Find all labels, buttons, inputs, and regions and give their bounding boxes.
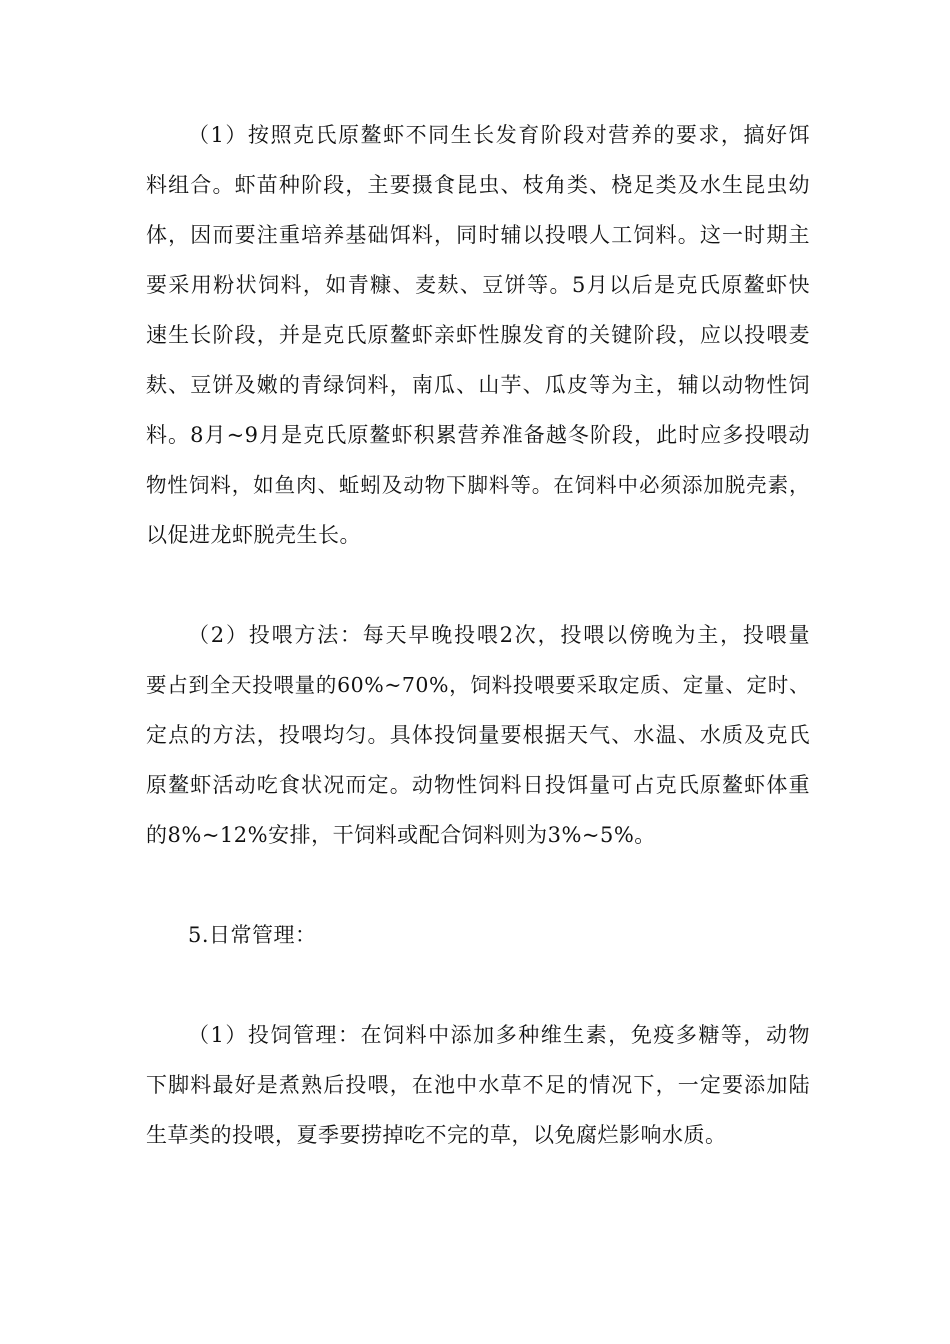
paragraph-line: 麸、豆饼及嫩的青绿饲料，南瓜、山芋、瓜皮等为主，辅以动物性饲 bbox=[146, 373, 810, 397]
paragraph-line: 物性饲料，如鱼肉、蚯蚓及动物下脚料等。在饲料中必须添加脱壳素， bbox=[146, 473, 810, 497]
paragraph-line: 料组合。虾苗种阶段，主要摄食昆虫、枝角类、桡足类及水生昆虫幼 bbox=[146, 173, 810, 197]
paragraph-line: 的8%~12%安排，干饲料或配合饲料则为3%~5%。 bbox=[146, 823, 656, 847]
paragraph-line: （1）投饲管理：在饲料中添加多种维生素，免疫多糖等，动物 bbox=[188, 1023, 810, 1047]
paragraph-line: 生草类的投喂，夏季要捞掉吃不完的草，以免腐烂影响水质。 bbox=[146, 1123, 727, 1147]
paragraph-line: 定点的方法，投喂均匀。具体投饲量要根据天气、水温、水质及克氏 bbox=[146, 723, 810, 747]
paragraph-line: 原鳌虾活动吃食状况而定。动物性饲料日投饵量可占克氏原鳌虾体重 bbox=[146, 773, 810, 797]
paragraph-line: （1）按照克氏原鳌虾不同生长发育阶段对营养的要求，搞好饵 bbox=[188, 123, 810, 147]
section-heading: 5.日常管理： bbox=[188, 923, 317, 947]
paragraph-line: 料。8月~9月是克氏原鳌虾积累营养准备越冬阶段，此时应多投喂动 bbox=[146, 423, 810, 447]
paragraph-line: （2）投喂方法：每天早晚投喂2次，投喂以傍晚为主，投喂量 bbox=[188, 623, 810, 647]
paragraph-line: 体，因而要注重培养基础饵料，同时辅以投喂人工饲料。这一时期主 bbox=[146, 223, 810, 247]
paragraph-line: 速生长阶段，并是克氏原鳌虾亲虾性腺发育的关键阶段，应以投喂麦 bbox=[146, 323, 810, 347]
paragraph-line: 要占到全天投喂量的60%~70%，饲料投喂要采取定质、定量、定时、 bbox=[146, 673, 810, 697]
paragraph-line: 下脚料最好是煮熟后投喂，在池中水草不足的情况下，一定要添加陆 bbox=[146, 1073, 810, 1097]
paragraph-line: 以促进龙虾脱壳生长。 bbox=[146, 523, 361, 547]
paragraph-line: 要采用粉状饲料，如青糠、麦麸、豆饼等。5月以后是克氏原鳌虾快 bbox=[146, 273, 810, 297]
